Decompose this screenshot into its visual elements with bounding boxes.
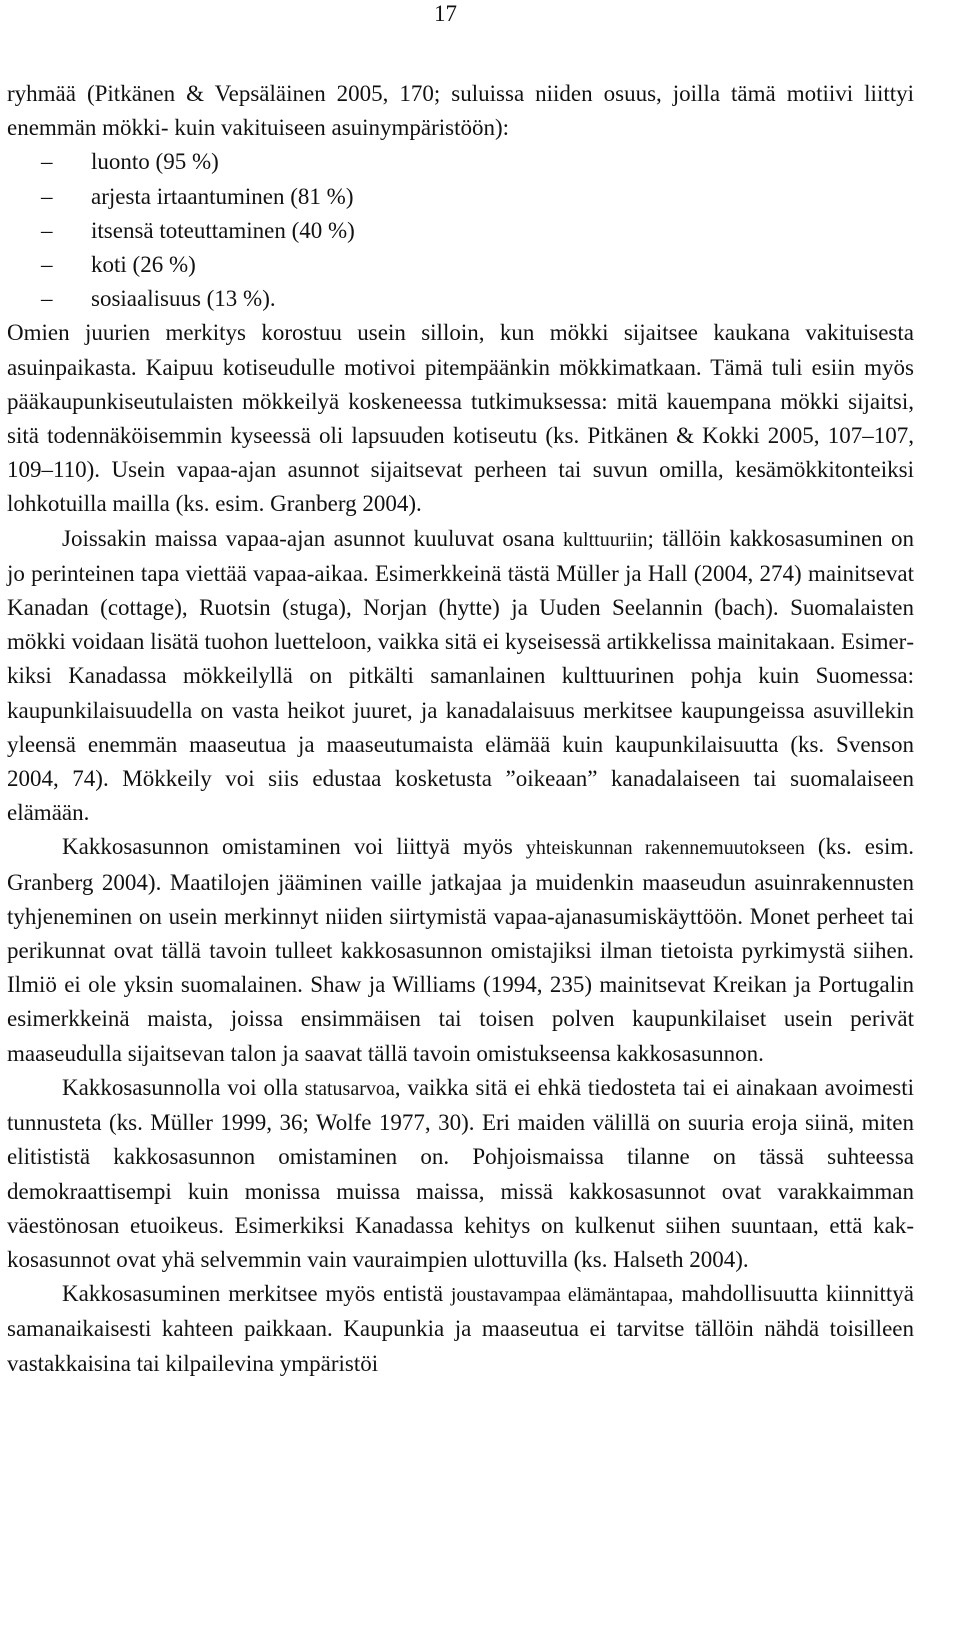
dash-bullet: – [41, 286, 53, 312]
list-item-text: koti (26 %) [91, 252, 196, 278]
paragraph-roots: Omien juurien merkitys korostuu usein silloin, kun mökki sijaitsee kaukana vakituisesta asuinpaikasta. Kaipuu kotiseudulle motivoi pitempäänkin mökkimatkaan. Tämä tuli esiin myös pääkaupunkiseutulaisten mökkeilyä koskeneessa tutkimuksessa: mitä kauempana mökki sijaitsi, sitä todennäköisemmin kyseessä oli lapsuuden kotiseutu (ks. Pitkänen & Kokki 2005, 107–107, 109–110). Usein vapaa-ajan asunnot sijaitsevat perheen tai suvun omilla, kesämökkitonteiksi lohkotuilla mailla (ks. esim. Granberg 2004). [7, 320, 914, 517]
list-item [7, 248, 914, 282]
list-item-text: luonto (95 %) [91, 149, 219, 175]
paragraph-lifestyle [7, 1277, 914, 1381]
list-item-text: sosiaalisuus (13 %). [91, 286, 276, 312]
paragraph-text: Joissakin maissa vapaa-ajan asunnot kuuluvat osana [62, 525, 564, 551]
list-item [7, 145, 914, 179]
page-number: 17 [434, 1, 457, 26]
paragraph-status [7, 1071, 914, 1277]
emphasis-term: joustavampaa elämäntapaa [450, 1284, 668, 1307]
paragraph-text: (ks. esim. Granberg 2004). Maatilojen jääminen vaille jatkajaa ja muidenkin maaseudun asuinrakennusten tyhjeneminen on usein merkinnyt niiden siirtymistä vapaa-ajanasumiskäyttöön. Monet perheet tai perikunnat ovat tällä tavoin tulleet kakkosasunnon omistajiksi ilman tietoista pyrkimystä siihen. Ilmiö ei ole yksin suomalainen. Shaw ja Williams (1994, 235) mainitsevat Kreikan ja Portugalin esimerkkeinä maista, joissa ensimmäisen tai toisen polven kaupunkilaiset usein perivät maaseudulla sijaitsevan talon ja saavat tällä tavoin omistukseensa kakkosasunnon. [7, 834, 914, 1066]
paragraph-text: Kakkosasunnon omistaminen voi liittyä myös [62, 834, 526, 860]
paragraph-text: Kakkosasunnolla voi olla [62, 1074, 305, 1100]
paragraph-text: Kakkosasuminen merkitsee myös entistä [62, 1281, 451, 1307]
paragraph-text: ; tällöin kakkosasuminen on jo perinteinen tapa viettää vapaa-aikaa. Esimerkkeinä tästä Müller ja Hall (2004, 274) mainitsevat Kanadan (cottage), Ruotsin (stuga), Norjan (hytte) ja Uuden Seelannin (bach). Suomalaisten mökki voidaan lisätä tuohon luetteloon, vaikka sitä ei kyseisessä artikkelissa mainitakaan. Esimerkiksi Kanadassa mökkeilyllä on pitkälti samanlainen kulttuurinen pohja kuin Suomessa: kaupunkilaisuudella on vasta heikot juuret, ja kanadalaisuus merkitsee kaupungeissa asuvillekin yleensä enemmän maaseutua ja maaseutumaista elämää kuin kaupunkilaisuutta (ks. Svenson 2004, 74). Mökkeily voi siis edustaa kosketusta ”oikeaan” kanadalaiseen tai suomalaiseen elämään. [7, 525, 914, 826]
emphasis-term: yhteiskunnan rakennemuutokseen [525, 837, 805, 860]
dash-bullet: – [41, 252, 53, 278]
list-item [7, 282, 914, 316]
dash-bullet: – [41, 217, 53, 243]
paragraph-structural-change [7, 830, 914, 1070]
emphasis-term: kulttuuriin [563, 528, 648, 551]
emphasis-term: statusarvoa [304, 1077, 395, 1100]
list-item [7, 214, 914, 248]
body-text [7, 77, 914, 1381]
paragraph-text: , mahdollisuutta kiinnittyä samanaikaisesti kahteen paikkaan. Kaupunkia ja maaseutua ei tarvitse tällöin nähdä toisilleen vastakkaisina tai kilpailevina ympäristöi [7, 1281, 914, 1376]
motive-list [7, 145, 914, 316]
paragraph-culture [7, 522, 914, 831]
list-item-text: itsensä toteuttaminen (40 %) [91, 217, 355, 243]
intro-paragraph: ryhmää (Pitkänen & Vepsäläinen 2005, 170; suluissa niiden osuus, joilla tämä motiivi liittyi enemmän mökki- kuin vakituiseen asuinympäristöön): [7, 81, 914, 141]
list-item-text: arjesta irtaantuminen (81 %) [91, 183, 354, 209]
dash-bullet: – [41, 149, 53, 175]
paragraph-text: , vaikka sitä ei ehkä tiedosteta tai ei ainakaan avoimesti tunnusteta (ks. Müller 1999, 36; Wolfe 1977, 30). Eri maiden välillä on suuria eroja siinä, miten elitististä kakkosasunnon omistaminen on. Pohjoismaissa tilanne on tässä suhteessa demokraattisempi kuin monissa muissa maissa, missä kakkosasunnot ovat varakkaimman väestönosan etuoikeus. Esimerkiksi Kanadassa kehitys on kulkenut siihen suuntaan, että kakkosasunnot ovat yhä selvemmin vain vauraimpien ulottuvilla (ks. Halseth 2004). [7, 1074, 915, 1272]
dash-bullet: – [41, 183, 53, 209]
list-item [7, 180, 914, 214]
